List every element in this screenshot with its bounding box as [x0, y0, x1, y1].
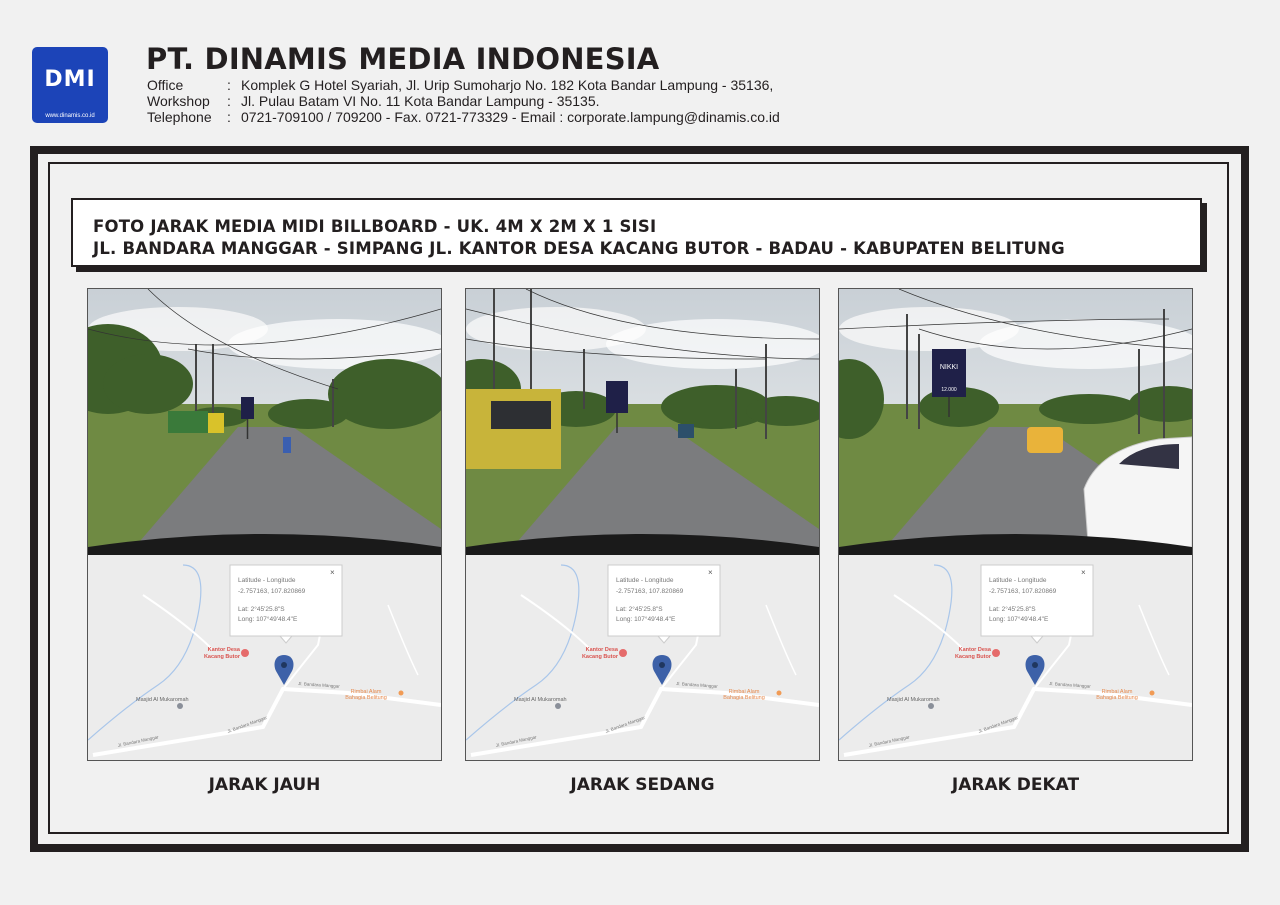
- popup-coords: -2.757163, 107.820869: [616, 588, 684, 595]
- popup-title: Latitude - Longitude: [989, 577, 1047, 584]
- street-photo: [839, 289, 1192, 555]
- telephone-label: Telephone: [147, 109, 212, 125]
- poi-masjid-label: Masjid Al Mukaromah: [887, 697, 940, 703]
- popup-lat: Lat: 2°45'25.8"S: [616, 606, 663, 613]
- truck-cab: [208, 413, 224, 433]
- road-label-3: Jl. Bandara Manggar: [495, 734, 538, 748]
- truck-windshield: [491, 401, 551, 429]
- poi-rimbai-line-1: Rimbai Alam: [350, 689, 382, 695]
- poi-place-icon: [777, 691, 782, 696]
- title-line-2: JL. BANDARA MANGGAR - SIMPANG JL. KANTOR DESA KACANG BUTOR - BADAU - KABUPATEN BELITUNG: [93, 239, 1065, 258]
- map-popup[interactable]: [981, 565, 1093, 643]
- logo-website: www.dinamis.co.id: [45, 113, 95, 119]
- poi-rimbai-line-2: Bahagia Belitung: [723, 695, 765, 701]
- popup-close-icon[interactable]: ×: [708, 568, 713, 577]
- street-photo: [466, 289, 819, 555]
- telephone-row: [147, 109, 780, 125]
- distant-truck: [678, 424, 694, 438]
- popup-lat: Lat: 2°45'25.8"S: [238, 606, 285, 613]
- map-popup[interactable]: [230, 565, 342, 643]
- poi-masjid-label: Masjid Al Mukaromah: [136, 697, 189, 703]
- poi-mosque-icon: [928, 703, 934, 709]
- billboard-price: 12.000: [941, 387, 957, 393]
- company-info: [147, 77, 780, 125]
- popup-title: Latitude - Longitude: [238, 577, 296, 584]
- road-label-1: Jl. Bandara Manggar: [1048, 681, 1091, 689]
- location-map: [88, 555, 441, 761]
- road-label-2: Jl. Bandara Manggar: [226, 714, 268, 734]
- billboard-brand: NIKKI: [939, 364, 959, 371]
- title-box: [71, 198, 1202, 267]
- photo-panel-3: [838, 288, 1193, 761]
- company-name: PT. DINAMIS MEDIA INDONESIA: [146, 42, 660, 76]
- road-label-2: Jl. Bandara Manggar: [977, 714, 1019, 734]
- poi-kantor-line-1: Kantor Desa: [958, 647, 991, 653]
- logo-text: DMI: [44, 67, 96, 92]
- motorcycle: [283, 437, 291, 453]
- poi-kantor-line-2: Kacang Butor: [581, 654, 618, 660]
- road-label-3: Jl. Bandara Manggar: [117, 734, 160, 748]
- panel-caption-2: JARAK SEDANG: [570, 775, 715, 795]
- poi-rimbai-line-1: Rimbai Alam: [1101, 689, 1133, 695]
- workshop-row: [147, 93, 780, 109]
- truck: [168, 411, 208, 433]
- photo-panel-2: [465, 288, 820, 761]
- popup-close-icon[interactable]: ×: [1081, 568, 1086, 577]
- location-map: [839, 555, 1192, 761]
- poi-office-icon: [619, 649, 627, 657]
- poi-office-icon: [241, 649, 249, 657]
- popup-title: Latitude - Longitude: [616, 577, 674, 584]
- map-popup[interactable]: [608, 565, 720, 643]
- poi-place-icon: [399, 691, 404, 696]
- title-line-1: FOTO JARAK MEDIA MIDI BILLBOARD - UK. 4M X 2M X 1 SISI: [93, 217, 657, 236]
- billboard: [606, 381, 628, 413]
- location-map: [466, 555, 819, 761]
- popup-coords: -2.757163, 107.820869: [238, 588, 306, 595]
- telephone-value: 0721-709100 / 709200 - Fax. 0721-773329 - Email : corporate.lampung@dinamis.co.id: [241, 109, 780, 125]
- poi-rimbai-line-1: Rimbai Alam: [728, 689, 760, 695]
- popup-coords: -2.757163, 107.820869: [989, 588, 1057, 595]
- road-label-1: Jl. Bandara Manggar: [675, 681, 718, 689]
- popup-close-icon[interactable]: ×: [330, 568, 335, 577]
- company-logo: [32, 47, 108, 123]
- poi-kantor-line-2: Kacang Butor: [203, 654, 240, 660]
- poi-rimbai-line-2: Bahagia Belitung: [345, 695, 387, 701]
- popup-long: Long: 107°49'48.4"E: [989, 616, 1049, 623]
- road-label-1: Jl. Bandara Manggar: [297, 681, 340, 689]
- panel-caption-1: JARAK JAUH: [208, 775, 321, 795]
- office-separator: :: [227, 77, 231, 93]
- poi-place-icon: [1150, 691, 1155, 696]
- poi-kantor-line-2: Kacang Butor: [954, 654, 991, 660]
- workshop-label: Workshop: [147, 93, 210, 109]
- billboard: [241, 397, 254, 419]
- office-label: Office: [147, 77, 184, 93]
- poi-kantor-line-1: Kantor Desa: [585, 647, 618, 653]
- office-row: [147, 77, 780, 93]
- poi-rimbai-line-2: Bahagia Belitung: [1096, 695, 1138, 701]
- workshop-address: Jl. Pulau Batam VI No. 11 Kota Bandar Lampung - 35135.: [241, 93, 600, 109]
- poi-office-icon: [992, 649, 1000, 657]
- poi-mosque-icon: [555, 703, 561, 709]
- street-photo: [88, 289, 441, 555]
- popup-long: Long: 107°49'48.4"E: [616, 616, 676, 623]
- panel-caption-3: JARAK DEKAT: [951, 775, 1080, 795]
- yellow-car: [1027, 427, 1063, 453]
- photo-panel-1: [87, 288, 442, 761]
- popup-lat: Lat: 2°45'25.8"S: [989, 606, 1036, 613]
- popup-long: Long: 107°49'48.4"E: [238, 616, 298, 623]
- poi-kantor-line-1: Kantor Desa: [207, 647, 240, 653]
- road-label-3: Jl. Bandara Manggar: [868, 734, 911, 748]
- poi-mosque-icon: [177, 703, 183, 709]
- poi-masjid-label: Masjid Al Mukaromah: [514, 697, 567, 703]
- workshop-separator: :: [227, 93, 231, 109]
- road-label-2: Jl. Bandara Manggar: [604, 714, 646, 734]
- telephone-separator: :: [227, 109, 231, 125]
- office-address: Komplek G Hotel Syariah, Jl. Urip Sumoharjo No. 182 Kota Bandar Lampung - 35136,: [241, 77, 774, 93]
